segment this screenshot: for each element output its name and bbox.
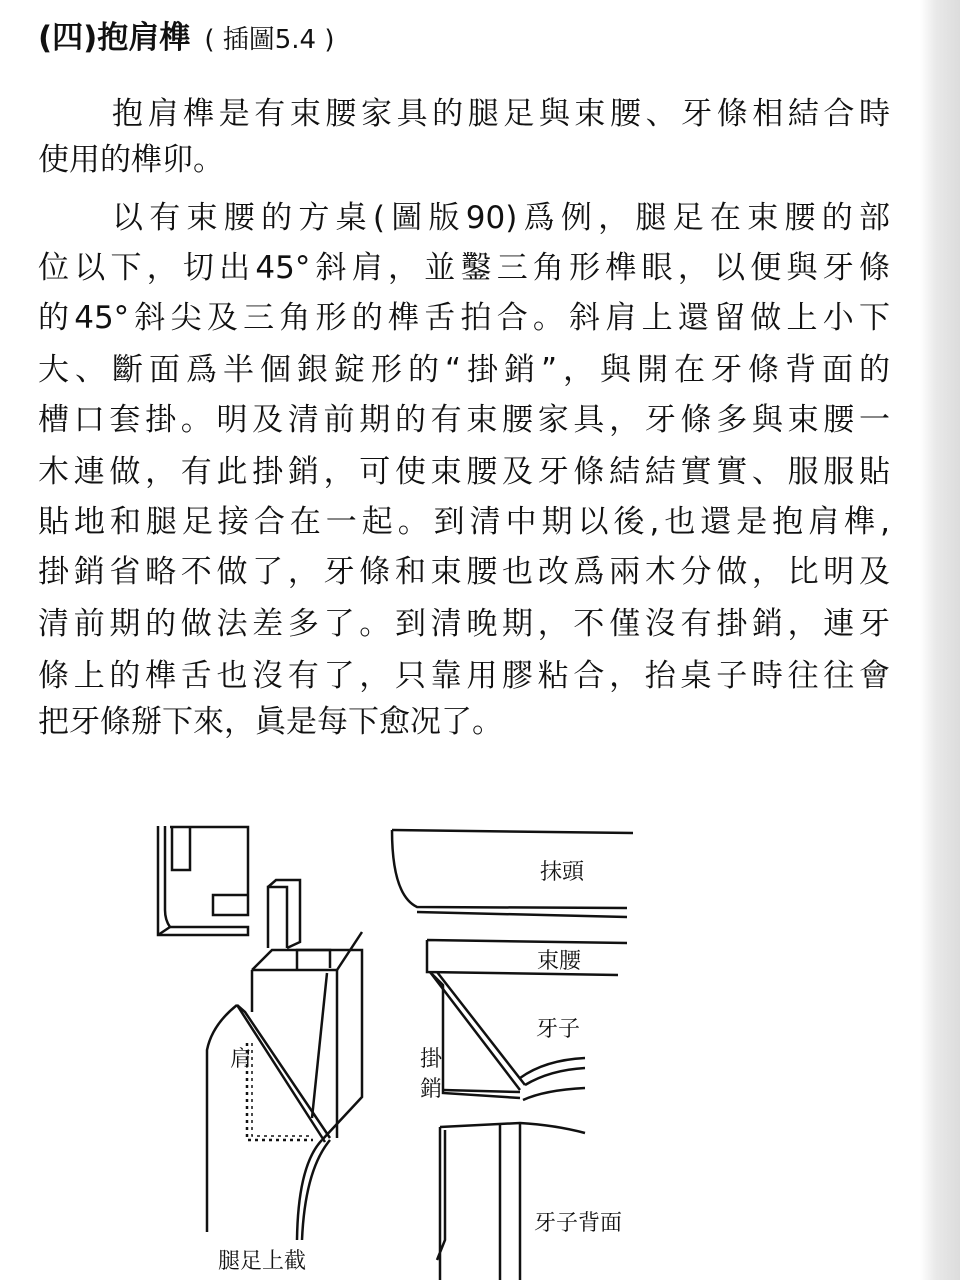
- paragraph-2-line: 位以下，切出45°斜肩，並鑿三角形榫眼，以便與牙條: [38, 250, 890, 286]
- paragraph-2-line: 掛銷省略不做了，牙條和束腰也改爲兩木分做，比明及: [38, 554, 890, 590]
- label-apron-back: 牙子背面: [534, 1211, 623, 1236]
- label-waist: 束腰: [537, 949, 582, 974]
- paragraph-2-line: 以有束腰的方桌(圖版90)爲例，腿足在束腰的部: [112, 200, 890, 236]
- label-top-rail: 抹頭: [540, 860, 585, 885]
- label-hanging-pin-1: 掛: [420, 1047, 443, 1072]
- paragraph-2-line: 的45°斜尖及三角形的榫舌拍合。斜肩上還留做上小下: [38, 300, 890, 336]
- section-title: (四)抱肩榫: [38, 20, 191, 56]
- label-leg-upper: 腿足上截: [218, 1249, 307, 1274]
- paragraph-2-line: 木連做，有此掛銷，可使束腰及牙條結結實實、服服貼: [38, 454, 890, 490]
- paragraph-2-line: 把牙條掰下來，眞是每下愈况了。: [38, 704, 503, 740]
- label-apron: 牙子: [536, 1017, 581, 1042]
- paragraph-1-line: 使用的榫卯。: [38, 142, 224, 178]
- paragraph-2-line: 槽口套掛。明及清前期的有束腰家具，牙條多與束腰一: [38, 402, 890, 438]
- paragraph-2-line: 清前期的做法差多了。到清晚期，不僅沒有掛銷，連牙: [38, 606, 890, 642]
- inset-corner-view: [158, 826, 248, 935]
- paragraph-2-line: 條上的榫舌也沒有了，只靠用膠粘合，抬桌子時往往會: [38, 658, 890, 694]
- paragraph-2-line: 貼地和腿足接合在一起。到清中期以後,也還是抱肩榫,: [38, 504, 890, 540]
- paragraph-1-line: 抱肩榫是有束腰家具的腿足與束腰、牙條相結合時: [112, 96, 890, 132]
- figure-reference: ( 插圖5.4 ): [204, 25, 335, 55]
- paragraph-2-line: 大、斷面爲半個銀錠形的“掛銷”，與開在牙條背面的: [38, 352, 890, 388]
- label-hanging-pin-2: 銷: [420, 1077, 443, 1102]
- label-shoulder: 肩: [230, 1047, 253, 1072]
